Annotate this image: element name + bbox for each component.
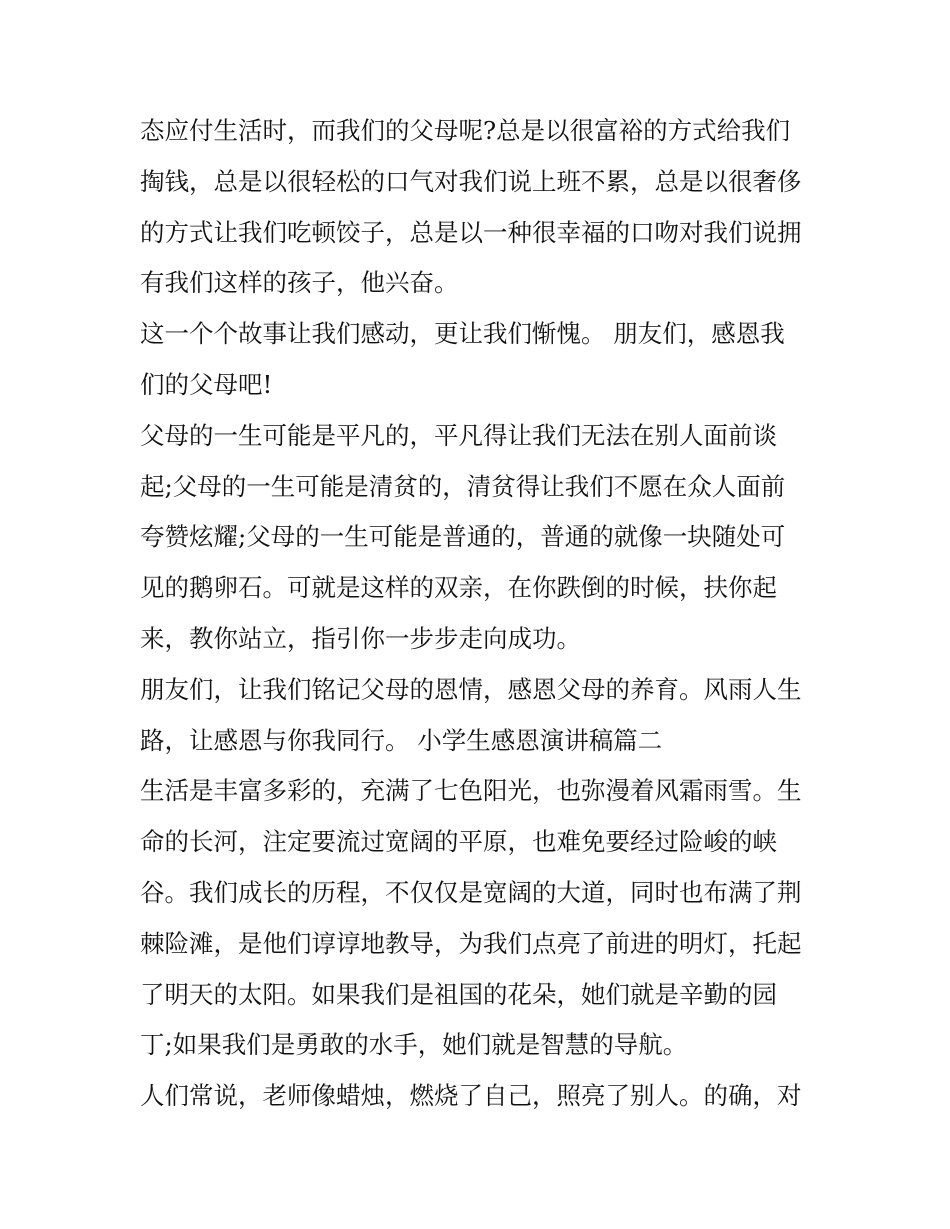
text-line: 掏钱，总是以很轻松的口气对我们说上班不累，总是以很奢侈 bbox=[140, 166, 802, 196]
text-line: 起;父母的一生可能是清贫的，清贫得让我们不愿在众人面前 bbox=[140, 471, 786, 501]
text-line: 这一个个故事让我们感动，更让我们惭愧。 朋友们，感恩我 bbox=[140, 319, 785, 349]
text-line: 人们常说，老师像蜡烛，燃烧了自己，照亮了别人。的确，对 bbox=[140, 1081, 802, 1111]
text-line: 态应付生活时，而我们的父母呢?总是以很富裕的方式给我们 bbox=[140, 116, 791, 145]
text-line: 了明天的太阳。如果我们是祖国的花朵，她们就是辛勤的园 bbox=[140, 979, 777, 1009]
text-line: 父母的一生可能是平凡的，平凡得让我们无法在别人面前谈 bbox=[140, 420, 777, 450]
text-line: 路，让感恩与你我同行。 小学生感恩演讲稿篇二 bbox=[140, 725, 663, 755]
text-line: 们的父母吧! bbox=[140, 369, 273, 399]
text-line: 生活是丰富多彩的，充满了七色阳光，也弥漫着风霜雨雪。生 bbox=[140, 776, 802, 806]
text-line: 命的长河，注定要流过宽阔的平原，也难免要经过险峻的峡 bbox=[140, 827, 777, 857]
text-line: 棘险滩，是他们谆谆地教导，为我们点亮了前进的明灯，托起 bbox=[140, 928, 802, 958]
text-line: 来，教你站立，指引你一步步走向成功。 bbox=[140, 623, 581, 653]
text-line: 见的鹅卵石。可就是这样的双亲，在你跌倒的时候，扶你起 bbox=[140, 573, 777, 603]
text-line: 丁;如果我们是勇敢的水手，她们就是智慧的导航。 bbox=[140, 1030, 688, 1060]
text-line: 的方式让我们吃顿饺子，总是以一种很幸福的口吻对我们说拥 bbox=[140, 217, 802, 247]
document-body bbox=[140, 106, 820, 1122]
text-line: 有我们这样的孩子，他兴奋。 bbox=[140, 268, 459, 298]
text-line: 朋友们，让我们铭记父母的恩情，感恩父母的养育。风雨人生 bbox=[140, 674, 802, 704]
text-line: 谷。我们成长的历程，不仅仅是宽阔的大道，同时也布满了荆 bbox=[140, 877, 802, 907]
text-line: 夸赞炫耀;父母的一生可能是普通的，普通的就像一块随处可 bbox=[140, 522, 786, 552]
